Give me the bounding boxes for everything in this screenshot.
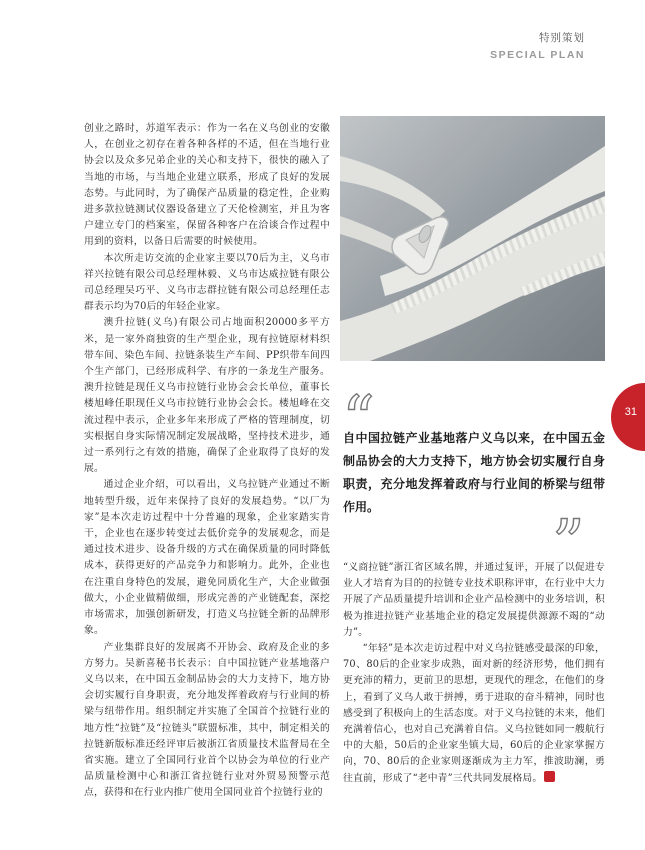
paragraph: 通过企业介绍，可以看出，义乌拉链产业通过不断地转型升级，近年来保持了良好的发展趋势。“以厂为家”是本次走访过程中十分普遍的现象，企业家踏实肯干，企业也在逐步转变过去低价竞争的发展观念，而是通过技术进步、设备升级的方式在确保质量的同时降低成本，获得更好的产品竞争力和影响力。此外，企业也在注重自身特色的发展，避免同质化生产，大企业做强做大，小企业做精做细，形成完善的产业链配套，深挖市场需求，加强创新研发，打造义乌拉链全新的品牌形象。: [84, 479, 330, 637]
paragraph: 澳升拉链(义乌)有限公司占地面积20000多平方米，是一家外商独资的生产型企业，现有拉链原材料织带车间、染色车间、拉链条装生产车间、PP织带车间四个生产部门，已经形成科学、有序的一条龙生产服务。澳升拉链是现任义乌市拉链行业协会会长单位，董事长楼旭峰任职现任义乌市拉链行业协会会长。楼旭峰在交流过程中表示，企业多年来形成了严格的管理制度，切实根据自身实际情况制定发展战略，坚持技术进步，通过一系列行之有效的措施，确保了企业取得了良好的发展。: [84, 317, 330, 475]
paragraph: [343, 641, 605, 787]
section-title-en: SPECIAL PLAN: [490, 49, 585, 61]
paragraph: 产业集群良好的发展离不开协会、政府及企业的多方努力。吴新喜秘书长表示：自中国拉链产业基地落户义乌以来，在中国五金制品协会的大力支持下，地方协会切实履行自身职责，充分地发挥着政府与行业间的桥梁与纽带作用。组织制定并实施了全国首个拉链行业的地方性“拉链”及“拉链头”联盟标准，其中，制定相关的拉链新版标准还经评审后被浙江省质量技术监督局在全省实施。建立了全国同行业首个以协会为单位的行业产品质量检测中心和浙江省拉链行业对外贸易预警示范点，获得和在行业内推广使用全国同业首个拉链行业的: [84, 641, 330, 799]
section-title-zh: 特别策划: [539, 32, 585, 44]
paragraph: 创业之路时，苏道军表示：作为一名在义乌创业的安徽人，在创业之初存在着各种各样的不适，但在当地行业协会以及众多兄弟企业的关心和支持下，很快的融入了当地的市场，与当地企业建立联系，形成了良好的发展态势。与此同时，为了确保产品质量的稳定性，企业购进多款拉链测试仪器设备建立了天伦检测室，并且为客户建立专门的档案室，保留各种客户在洽谈合作过程中用到的资料，以备日后需要的时候使用。: [84, 123, 330, 248]
white-zipper-photo-icon: [340, 116, 605, 361]
right-article-column: [343, 560, 605, 787]
page-number: 31: [624, 406, 637, 418]
paragraph: “义商拉链”浙江省区域名牌，并通过复评，开展了以促进专业人才培育为目的的拉链专业技术职称评审，在行业中大力开展了产品质量提升培训和企业产品检测中的业务培训，积极为推进拉链产业基地企业的稳定发展提供源源不竭的“动力”。: [343, 562, 605, 638]
close-quote-icon: ”: [552, 507, 585, 581]
paragraph-text: “年轻”是本次走访过程中对义乌拉链感受最深的印象，70、80后的企业家步成熟，面对新的经济形势，他们拥有更充沛的精力，更前卫的思想，更现代的理念，在他们的身上，看到了义乌人敢于拼搏，勇于进取的奋斗精神，同时也感受到了积极向上的生活态度。对于义乌拉链的未来，他们充满着信心，也对自己充满着自信。义乌拉链如同一艘航行中的大船，50后的企业家坐镇大局，60后的企业家掌握方向，70、80后的企业家则逐渐成为主力军，推波助澜，勇往直前，形成了“老中青”三代共同发展格局。: [343, 643, 605, 784]
end-mark-icon: [544, 771, 555, 782]
section-header: [490, 30, 585, 61]
paragraph: 本次所走访交流的企业家主要以70后为主，义乌市祥兴拉链有限公司总经理林毅、义乌市达威拉链有限公司总经理吴巧平、义乌市志群拉链有限公司总经理任志群表示均为70后的年轻企业家。: [84, 252, 330, 313]
open-quote-icon: “: [342, 383, 375, 457]
pull-quote: 自中国拉链产业基地落户义乌以来，在中国五金制品协会的大力支持下，地方协会切实履行自身职责，充分地发挥着政府与行业间的桥梁与纽带作用。: [343, 431, 605, 514]
left-article-column: [84, 121, 330, 802]
zipper-photo: [340, 116, 605, 361]
